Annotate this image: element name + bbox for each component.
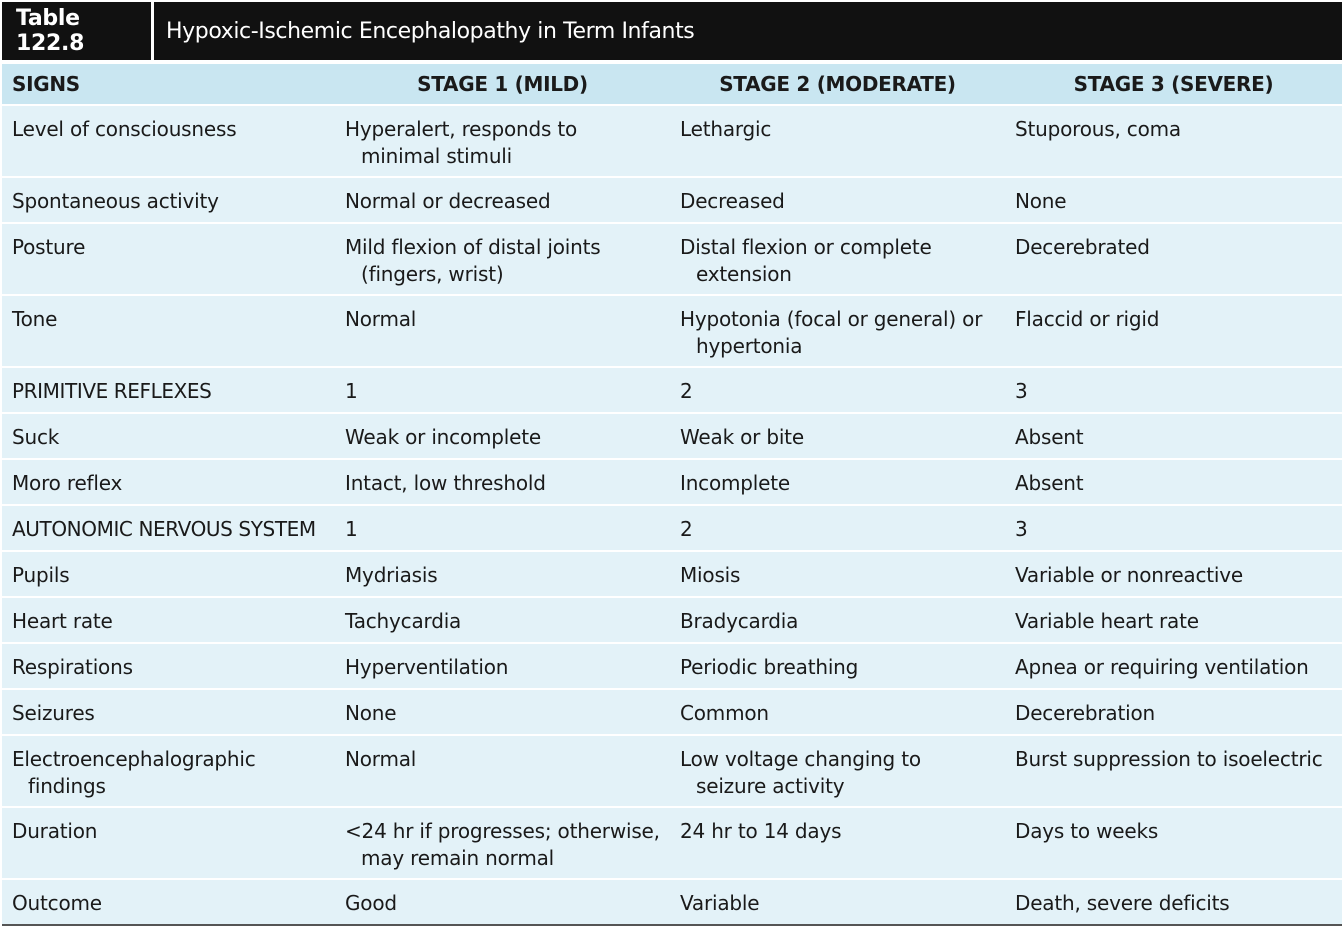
cell-stage-1 — [335, 807, 670, 879]
cell-text: Decerebrated — [1015, 235, 1150, 259]
hie-stages-table — [2, 64, 1342, 926]
table-header-row — [2, 64, 1342, 105]
cell-text: Distal flexion or complete extension — [680, 235, 932, 286]
cell-text: Decreased — [680, 189, 785, 213]
cell-text: Variable or nonreactive — [1015, 563, 1244, 587]
cell-text: Variable heart rate — [1015, 609, 1199, 633]
cell-text: Burst suppression to isoelectric — [1015, 747, 1323, 771]
header-stage-1: STAGE 1 (MILD) — [335, 64, 670, 105]
cell-text: Days to weeks — [1015, 819, 1159, 843]
cell-sign — [2, 177, 335, 223]
cell-stage-3 — [1005, 367, 1342, 413]
table-row — [2, 643, 1342, 689]
cell-text: 1 — [345, 517, 358, 541]
cell-text: Miosis — [680, 563, 741, 587]
cell-sign — [2, 643, 335, 689]
table-row — [2, 735, 1342, 807]
cell-stage-2 — [670, 735, 1005, 807]
cell-text: Weak or incomplete — [345, 425, 541, 449]
section-row — [2, 367, 1342, 413]
cell-stage-3 — [1005, 597, 1342, 643]
cell-stage-2 — [670, 597, 1005, 643]
table-row — [2, 459, 1342, 505]
cell-text: Tone — [12, 307, 58, 331]
cell-stage-1 — [335, 643, 670, 689]
cell-text: Stuporous, coma — [1015, 117, 1181, 141]
cell-stage-3 — [1005, 295, 1342, 367]
cell-text: Incomplete — [680, 471, 790, 495]
cell-stage-1 — [335, 367, 670, 413]
cell-stage-3 — [1005, 689, 1342, 735]
cell-stage-1 — [335, 735, 670, 807]
cell-stage-3 — [1005, 879, 1342, 925]
cell-text: Hyperalert, responds to minimal stimuli — [345, 117, 578, 168]
cell-stage-1 — [335, 505, 670, 551]
cell-stage-3 — [1005, 735, 1342, 807]
cell-stage-2 — [670, 223, 1005, 295]
cell-stage-1 — [335, 295, 670, 367]
cell-text: Variable — [680, 891, 760, 915]
cell-text: Intact, low threshold — [345, 471, 546, 495]
cell-stage-1 — [335, 879, 670, 925]
cell-stage-1 — [335, 597, 670, 643]
cell-text: Normal — [345, 307, 417, 331]
table-row — [2, 413, 1342, 459]
cell-text: Respirations — [12, 655, 133, 679]
cell-text: Common — [680, 701, 769, 725]
cell-sign — [2, 413, 335, 459]
cell-text: Duration — [12, 819, 98, 843]
cell-text: AUTONOMIC NERVOUS SYSTEM — [12, 517, 316, 541]
cell-sign — [2, 735, 335, 807]
cell-text: Heart rate — [12, 609, 113, 633]
cell-text: Periodic breathing — [680, 655, 859, 679]
cell-stage-2 — [670, 551, 1005, 597]
cell-sign — [2, 105, 335, 177]
cell-stage-2 — [670, 643, 1005, 689]
cell-stage-3 — [1005, 459, 1342, 505]
cell-text: Mydriasis — [345, 563, 438, 587]
cell-text: 24 hr to 14 days — [680, 819, 842, 843]
table-row — [2, 689, 1342, 735]
cell-sign — [2, 807, 335, 879]
cell-text: 2 — [680, 517, 693, 541]
cell-text: Seizures — [12, 701, 95, 725]
cell-text: None — [1015, 189, 1067, 213]
cell-text: Bradycardia — [680, 609, 799, 633]
table-title: Hypoxic-Ischemic Encephalopathy in Term Infants — [166, 18, 695, 44]
cell-stage-2 — [670, 177, 1005, 223]
table-body — [2, 105, 1342, 925]
cell-text: Absent — [1015, 471, 1084, 495]
cell-sign — [2, 367, 335, 413]
cell-text: 1 — [345, 379, 358, 403]
cell-sign — [2, 459, 335, 505]
cell-stage-3 — [1005, 505, 1342, 551]
cell-stage-3 — [1005, 551, 1342, 597]
cell-stage-2 — [670, 689, 1005, 735]
cell-sign — [2, 551, 335, 597]
cell-stage-2 — [670, 367, 1005, 413]
cell-stage-2 — [670, 105, 1005, 177]
cell-stage-3 — [1005, 105, 1342, 177]
cell-text: Good — [345, 891, 397, 915]
cell-text: Outcome — [12, 891, 102, 915]
table-row — [2, 295, 1342, 367]
table-title-bar — [2, 0, 1342, 60]
cell-stage-2 — [670, 413, 1005, 459]
table-row — [2, 597, 1342, 643]
table-row — [2, 105, 1342, 177]
table-row — [2, 551, 1342, 597]
cell-stage-2 — [670, 459, 1005, 505]
cell-stage-2 — [670, 505, 1005, 551]
table-page — [2, 0, 1342, 915]
cell-text: Level of consciousness — [12, 117, 237, 141]
cell-stage-3 — [1005, 223, 1342, 295]
cell-text: Tachycardia — [345, 609, 462, 633]
cell-stage-3 — [1005, 807, 1342, 879]
cell-text: Electroencephalographic findings — [12, 747, 256, 798]
cell-sign — [2, 223, 335, 295]
cell-text: Moro reflex — [12, 471, 123, 495]
cell-text: Death, severe deficits — [1015, 891, 1230, 915]
cell-stage-1 — [335, 413, 670, 459]
cell-stage-3 — [1005, 643, 1342, 689]
cell-stage-1 — [335, 459, 670, 505]
table-number: Table 122.8 — [2, 2, 154, 60]
header-stage-3: STAGE 3 (SEVERE) — [1005, 64, 1342, 105]
cell-text: Lethargic — [680, 117, 772, 141]
cell-text: Suck — [12, 425, 60, 449]
cell-stage-2 — [670, 295, 1005, 367]
cell-sign — [2, 597, 335, 643]
cell-text: Absent — [1015, 425, 1084, 449]
cell-stage-1 — [335, 551, 670, 597]
cell-sign — [2, 879, 335, 925]
cell-text: 3 — [1015, 517, 1028, 541]
table-row — [2, 177, 1342, 223]
cell-text: Low voltage changing to seizure activity — [680, 747, 921, 798]
cell-text: Apnea or requiring ventilation — [1015, 655, 1309, 679]
cell-text: Weak or bite — [680, 425, 804, 449]
cell-text: 2 — [680, 379, 693, 403]
cell-stage-1 — [335, 223, 670, 295]
header-stage-2: STAGE 2 (MODERATE) — [670, 64, 1005, 105]
cell-stage-1 — [335, 105, 670, 177]
cell-text: None — [345, 701, 397, 725]
cell-text: Mild flexion of distal joints (fingers, wrist) — [345, 235, 601, 286]
cell-stage-3 — [1005, 177, 1342, 223]
cell-text: Decerebration — [1015, 701, 1155, 725]
table-row — [2, 879, 1342, 925]
cell-sign — [2, 505, 335, 551]
cell-stage-2 — [670, 807, 1005, 879]
cell-text: Hyperventilation — [345, 655, 509, 679]
cell-text: Normal or decreased — [345, 189, 551, 213]
cell-text: Pupils — [12, 563, 70, 587]
cell-stage-2 — [670, 879, 1005, 925]
header-signs: SIGNS — [2, 64, 335, 105]
cell-text: <24 hr if progresses; otherwise, may remain normal — [345, 819, 660, 870]
cell-stage-1 — [335, 177, 670, 223]
cell-sign — [2, 689, 335, 735]
cell-text: Normal — [345, 747, 417, 771]
section-row — [2, 505, 1342, 551]
cell-text: Hypotonia (focal or general) or hypertonia — [680, 307, 983, 358]
table-row — [2, 807, 1342, 879]
cell-sign — [2, 295, 335, 367]
cell-text: PRIMITIVE REFLEXES — [12, 379, 212, 403]
cell-text: Flaccid or rigid — [1015, 307, 1160, 331]
cell-text: 3 — [1015, 379, 1028, 403]
table-row — [2, 223, 1342, 295]
cell-text: Posture — [12, 235, 86, 259]
cell-text: Spontaneous activity — [12, 189, 219, 213]
cell-stage-1 — [335, 689, 670, 735]
cell-stage-3 — [1005, 413, 1342, 459]
